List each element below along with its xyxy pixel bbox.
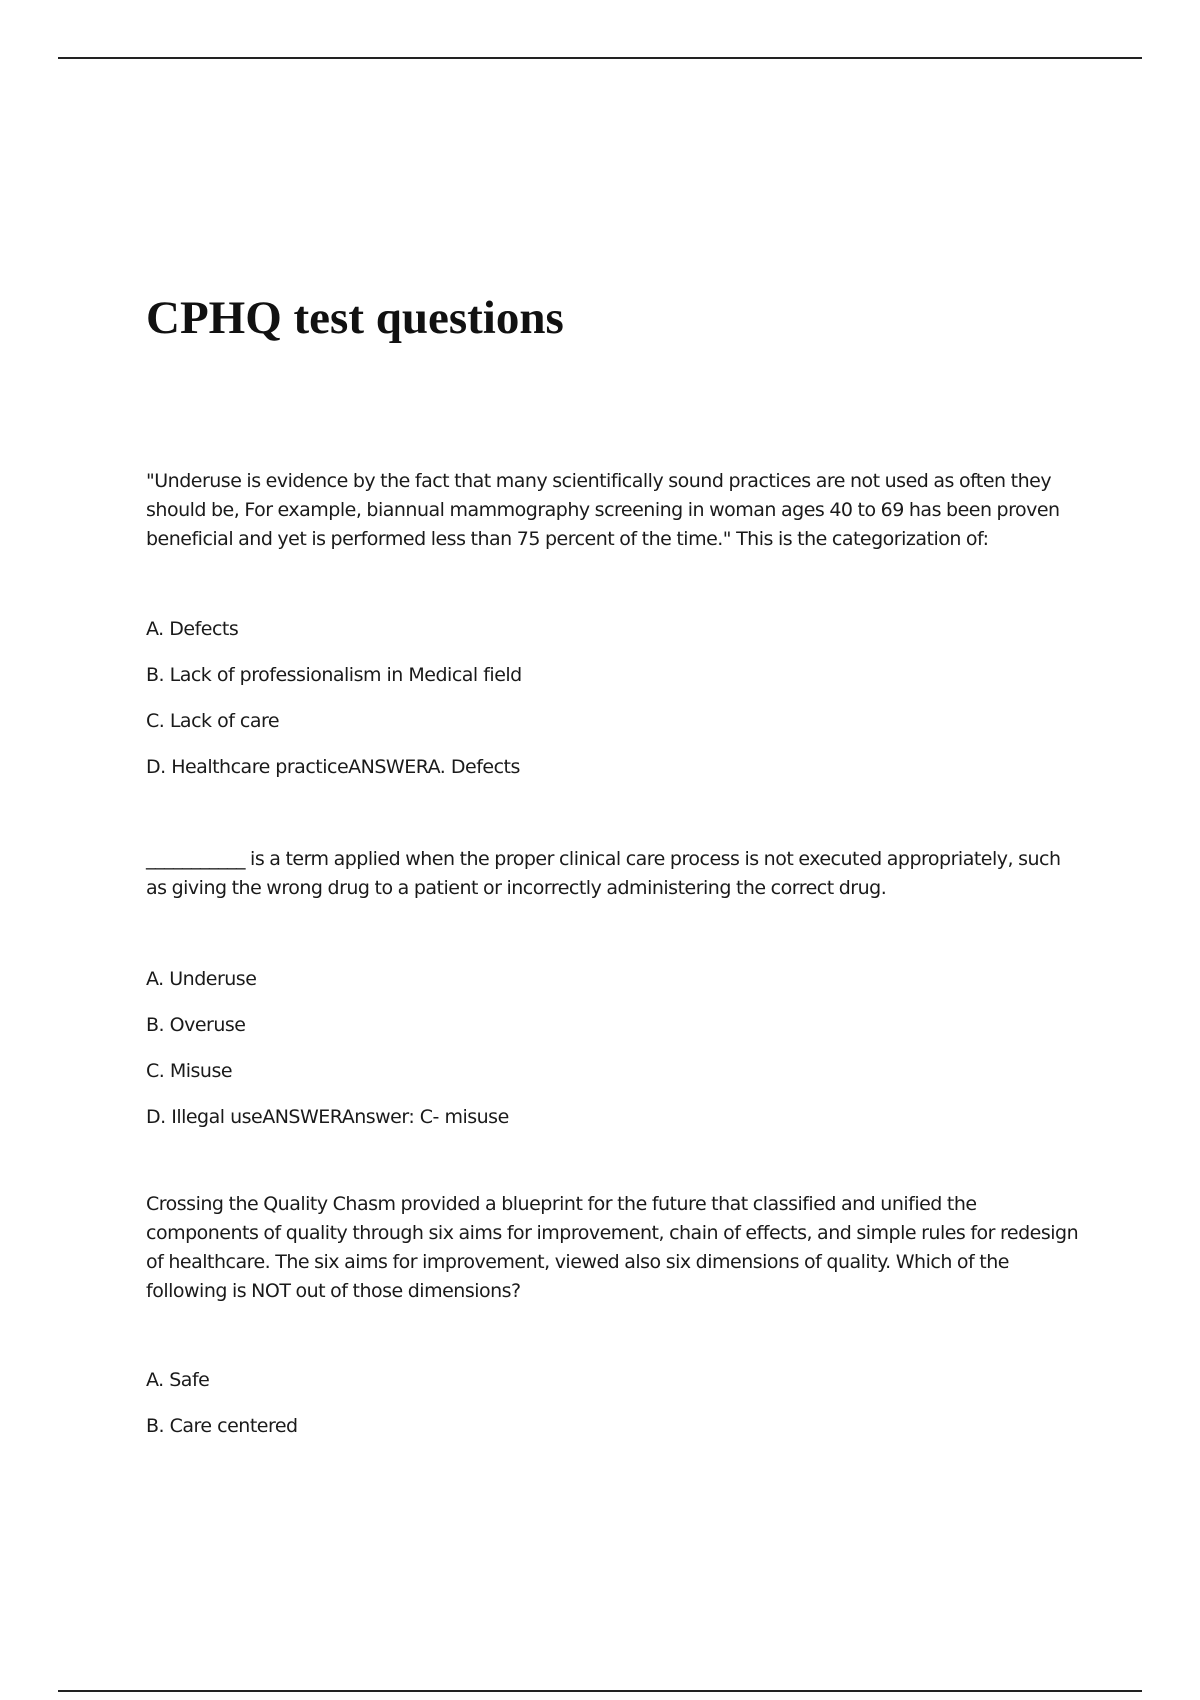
option-d: D. Illegal useANSWERAnswer: C- misuse bbox=[146, 1106, 509, 1128]
option-c: C. Lack of care bbox=[146, 710, 280, 732]
question-1 bbox=[146, 467, 1086, 778]
answer-options bbox=[146, 1366, 298, 1458]
page-title: CPHQ test questions bbox=[146, 292, 564, 344]
option-a: A. Defects bbox=[146, 618, 239, 640]
option-b: B. Lack of professionalism in Medical field bbox=[146, 664, 522, 686]
option-a: A. Underuse bbox=[146, 968, 257, 990]
header-rule bbox=[58, 57, 1142, 59]
option-b: B. Care centered bbox=[146, 1415, 298, 1437]
option-c: C. Misuse bbox=[146, 1060, 233, 1082]
option-b: B. Overuse bbox=[146, 1014, 246, 1036]
answer-options bbox=[146, 615, 522, 799]
question-stem: Crossing the Quality Chasm provided a blueprint for the future that classified and unified the components of quality through six aims for improvement, chain of effects, and simple rules for redesign of healthcare. The six aims for improvement, viewed also six dimensions of quality. Which of the following is NOT out of those dimensions? bbox=[146, 1193, 1079, 1302]
option-d: D. Healthcare practiceANSWERA. Defects bbox=[146, 756, 520, 778]
footer-rule bbox=[58, 1690, 1142, 1692]
question-stem: ___________ is a term applied when the proper clinical care process is not executed appropriately, such as giving the wrong drug to a patient or incorrectly administering the correct drug. bbox=[146, 848, 1061, 899]
question-stem: "Underuse is evidence by the fact that many scientifically sound practices are not used as often they should be, For example, biannual mammography screening in woman ages 40 to 69 has been proven beneficial and yet is performed less than 75 percent of the time." This is the categorization of: bbox=[146, 470, 1060, 550]
option-a: A. Safe bbox=[146, 1369, 210, 1391]
question-3 bbox=[146, 1190, 1086, 1437]
question-2 bbox=[146, 845, 1086, 1128]
answer-options bbox=[146, 965, 509, 1149]
